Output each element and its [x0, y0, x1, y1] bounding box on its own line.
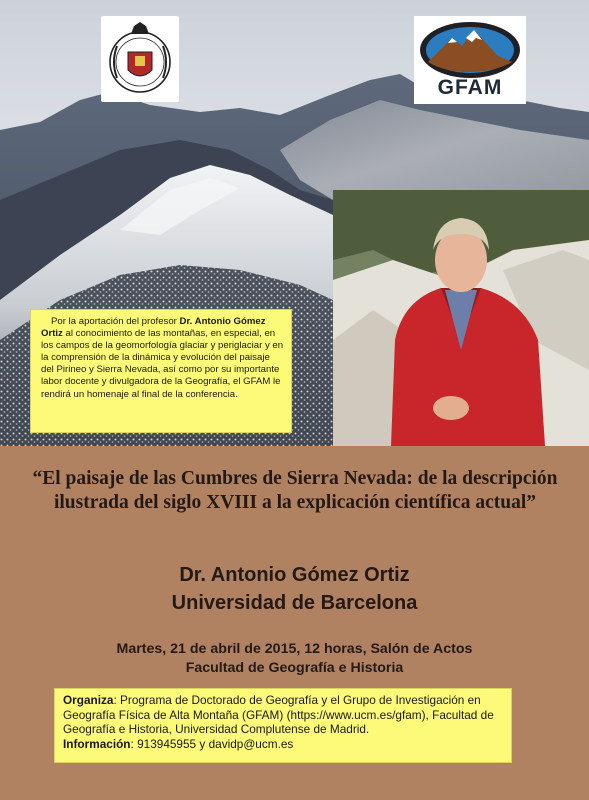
homage-note-text-end: al conocimiento de las montañas, en especial, en los campos de la geomorfología glaciar y periglaciar y en la comprensión de la dinámica y evolución del paisaje del Pirineo y Sierra Nevada, así como por su importante labor docente y divulgadora de la Geografía, el GFAM le rendirá un homenaje al final de la conferencia.	[41, 328, 284, 400]
homage-note-name: Dr. Antonio Gómez Ortiz	[41, 316, 266, 340]
homage-note	[30, 309, 292, 433]
informacion-label: Información	[63, 737, 131, 752]
organizer-info-box	[54, 688, 512, 763]
gfam-logo	[414, 16, 526, 104]
event-place-line: Facultad de Geografía e Historia	[185, 660, 404, 676]
ucm-seal-icon	[101, 16, 179, 102]
gfam-mountain-icon	[414, 16, 526, 80]
speaker-portrait-image	[333, 190, 589, 446]
ucm-seal-logo	[101, 16, 179, 102]
homage-note-text	[41, 316, 284, 401]
organiza-text: : Programa de Doctorado de Geografía y el Grupo de Investigación en Geografía Física de Alta Montaña (GFAM) (https://www.ucm.es/gfam), Facultad de Geografía e Historia, Universidad Complutense de Madrid.	[63, 693, 494, 737]
informacion-text: : 913945955 y davidp@ucm.es	[130, 737, 294, 752]
homage-note-text-start: Por la aportación del profesor	[51, 316, 180, 327]
speaker-affiliation: Universidad de Barcelona	[171, 592, 418, 614]
speaker-name: Dr. Antonio Gómez Ortiz	[179, 564, 410, 586]
event-date-line: Martes, 21 de abril de 2015, 12 horas, Salón de Actos	[116, 641, 473, 657]
talk-title: “El paisaje de las Cumbres de Sierra Nevada: de la descripción ilustrada del siglo XVIII a la explicación científica actual”	[32, 468, 558, 513]
speaker-portrait	[333, 190, 589, 446]
organiza-label: Organiza	[63, 693, 114, 707]
gfam-logo-text: GFAM	[437, 76, 503, 99]
